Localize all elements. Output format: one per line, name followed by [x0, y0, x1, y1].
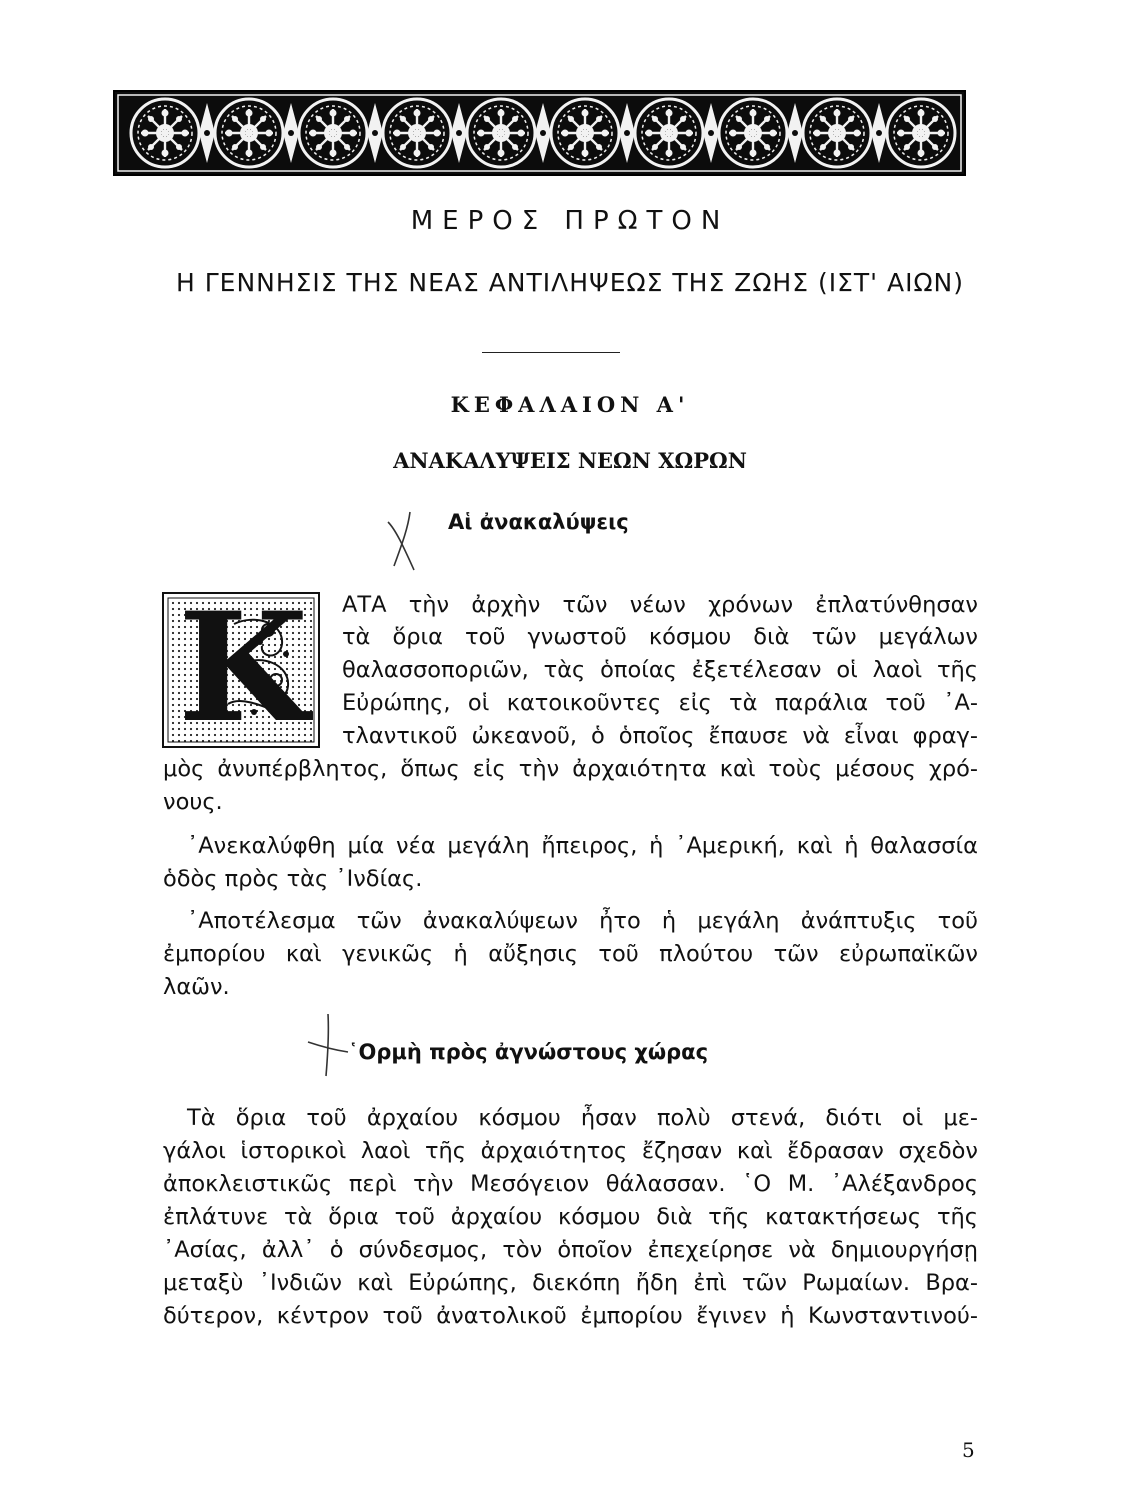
text-line: τλαντικοῦ ὠκεανοῦ, ὁ ὁποῖος ἔπαυσε νὰ εἶναι φραγ-	[342, 723, 978, 749]
section-heading: ῾Ορμὴ πρὸς ἀγνώστους χώρας	[348, 1040, 709, 1064]
text-line: ὁδὸς πρὸς τὰς ᾿Ινδίας.	[163, 866, 423, 892]
text-line: ΑΤΑ τὴν ἀρχὴν τῶν νέων χρόνων ἐπλατύνθησαν	[342, 592, 978, 618]
text-line: ἐμπορίου καὶ γενικῶς ἡ αὔξησις τοῦ πλούτου τῶν εὐρωπαϊκῶν	[163, 941, 978, 967]
part-title: ΜΕΡΟΣ ΠΡΩΤΟΝ	[410, 206, 730, 236]
part-subtitle: Η ΓΕΝΝΗΣΙΣ ΤΗΣ ΝΕΑΣ ΑΝΤΙΛΗΨΕΩΣ ΤΗΣ ΖΩΗΣ (ΙΣΤ' ΑΙΩΝ)	[175, 268, 965, 297]
decorated-dropcap	[162, 580, 320, 756]
text-line: τὰ ὅρια τοῦ γνωστοῦ κόσμου διὰ τῶν μεγάλων	[342, 624, 978, 650]
ornamental-header-band	[113, 90, 966, 176]
ornament-pattern-icon	[115, 92, 964, 174]
pencil-mark-icon	[306, 1012, 350, 1078]
chapter-subtitle: ΑΝΑΚΑΛΥΨΕΙΣ ΝΕΩΝ ΧΩΡΩΝ	[393, 448, 747, 473]
text-line: ᾿Αποτέλεσμα τῶν ἀνακαλύψεων ἦτο ἡ μεγάλη ἀνάπτυξις τοῦ	[187, 908, 978, 934]
pencil-mark-icon	[384, 508, 424, 574]
text-line: μεταξὺ ᾿Ινδιῶν καὶ Εὐρώπης, διεκόπη ἤδη ἐπὶ τῶν Ρωμαίων. Βρα-	[163, 1270, 978, 1296]
text-line: Τὰ ὅρια τοῦ ἀρχαίου κόσμου ἦσαν πολὺ στενά, διότι οἱ με-	[187, 1105, 978, 1131]
text-line: νους.	[163, 789, 223, 815]
page-number: 5	[962, 1438, 975, 1462]
text-line: λαῶν.	[163, 974, 230, 1000]
text-line: Εὐρώπης, οἱ κατοικοῦντες εἰς τὰ παράλια τοῦ ᾿Α-	[342, 690, 978, 716]
text-line: θαλασσοποριῶν, τὰς ὁποίας ἐξετέλεσαν οἱ λαοὶ τῆς	[342, 657, 978, 683]
text-line: ἀποκλειστικῶς περὶ τὴν Μεσόγειον θάλασσαν. ῾Ο Μ. ᾿Αλέξανδρος	[163, 1171, 978, 1197]
divider-rule	[482, 352, 620, 353]
text-line: ᾿Ασίας, ἀλλ᾿ ὁ σύνδεσμος, τὸν ὁποῖον ἐπεχείρησε νὰ δημιουργήσῃ	[163, 1237, 978, 1263]
section-heading: Αἱ ἀνακαλύψεις	[448, 510, 629, 534]
chapter-title: ΚΕΦΑΛΑΙΟΝ Α'	[450, 392, 690, 417]
text-line: δύτερον, κέντρον τοῦ ἀνατολικοῦ ἐμπορίου ἔγινεν ἡ Κωνσταντινού-	[163, 1303, 978, 1329]
text-line: γάλοι ἱστορικοὶ λαοὶ τῆς ἀρχαιότητος ἔζησαν καὶ ἔδρασαν σχεδὸν	[163, 1138, 978, 1164]
text-line: ἐπλάτυνε τὰ ὅρια τοῦ ἀρχαίου κόσμου διὰ τῆς κατακτήσεως τῆς	[163, 1204, 978, 1230]
dropcap-letter: K	[178, 580, 309, 756]
text-line: μὸς ἀνυπέρβλητος, ὅπως εἰς τὴν ἀρχαιότητα καὶ τοὺς μέσους χρό-	[163, 756, 978, 782]
text-line: ᾿Ανεκαλύφθη μία νέα μεγάλη ἤπειρος, ἡ ᾿Αμερική, καὶ ἡ θαλασσία	[187, 833, 978, 859]
